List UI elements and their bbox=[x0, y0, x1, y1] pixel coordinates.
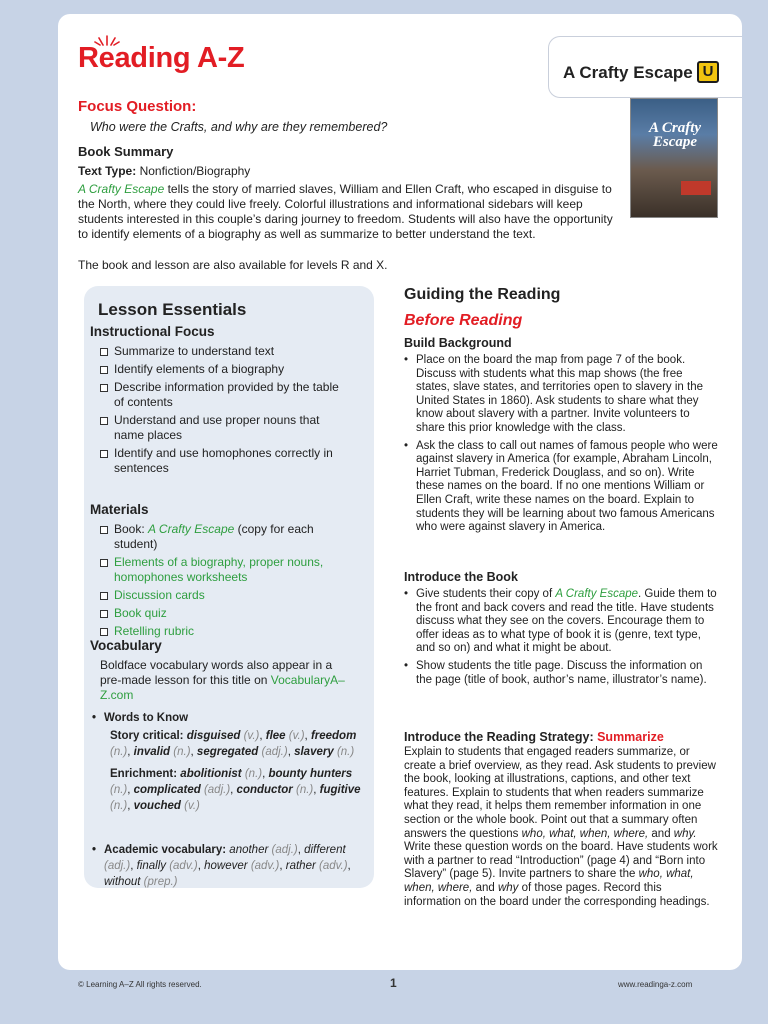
focus-question: Who were the Crafts, and why are they remembered? bbox=[90, 120, 388, 134]
vocabulary-heading: Vocabulary bbox=[90, 638, 162, 653]
vocabulary-intro: Boldface vocabulary words also appear in a pre-made lesson for this title on VocabularyA–Z.com bbox=[100, 658, 345, 702]
worksheets-link[interactable]: Elements of a biography, proper nouns, homophones worksheets bbox=[114, 555, 324, 584]
reading-strategy-text: Explain to students that engaged readers summarize, or create a brief overview, as they read. Ask students to preview the book, looking at illustrations, captions, and other text features. Explain to students that when readers summarize what they read, it helps them remember information in one section or the whole book. Point out that a summary often answers the questions who, what, when, where, and why. Write these question words on the board. Have students work with a partner to read “Introduction” (page 4) and “Born into Slavery” (page 5). Invite partners to share the who, what, when, where, and why of those pages. Record this information on the board under the corresponding headings. bbox=[404, 746, 718, 908]
page-number: 1 bbox=[390, 976, 397, 990]
list-item: • Show students the title page. Discuss the information on the page (title of book, author’s name, illustrator’s name). bbox=[404, 660, 718, 687]
build-background-heading: Build Background bbox=[404, 336, 512, 350]
lesson-essentials-heading: Lesson Essentials bbox=[98, 300, 247, 319]
lesson-essentials-panel bbox=[84, 286, 374, 888]
checkbox-icon bbox=[100, 384, 108, 392]
checkbox-icon bbox=[100, 628, 108, 636]
words-to-know: • Words to Know Story critical: disguised (v.), flee (v.), freedom (n.), invalid (n.), segregated (adj.), slavery (n.) Enrichment: abolitionist (n.), bounty hunters (n.), complicated (adj.), conductor (n.), fugitive (n.), vouched (v.) bbox=[92, 712, 361, 812]
summary-book-title: A Crafty Escape bbox=[78, 182, 165, 196]
book-title-box bbox=[548, 36, 742, 98]
text-type bbox=[78, 164, 250, 178]
checkbox-icon bbox=[100, 366, 108, 374]
list-item bbox=[100, 588, 350, 603]
reading-strategy-heading: Introduce the Reading Strategy: Summarize bbox=[404, 730, 664, 744]
academic-vocabulary: • Academic vocabulary: another (adj.), different (adj.), finally (adv.), however (adv.), rather (adv.), without (prep.) bbox=[92, 844, 351, 888]
book-cover-image bbox=[630, 98, 718, 218]
instructional-focus-list bbox=[100, 344, 350, 479]
introduce-book-heading: Introduce the Book bbox=[404, 570, 518, 584]
materials-list bbox=[100, 522, 350, 642]
website-link[interactable]: www.readinga-z.com bbox=[618, 980, 693, 989]
checkbox-icon bbox=[100, 348, 108, 356]
words-to-know-label: Words to Know bbox=[104, 712, 189, 724]
lesson-page bbox=[58, 14, 742, 970]
list-item: Summarize to understand text bbox=[100, 344, 350, 359]
strategy-name: Summarize bbox=[597, 730, 664, 744]
checkbox-icon bbox=[100, 610, 108, 618]
book-link[interactable]: A Crafty Escape bbox=[148, 522, 235, 536]
focus-question-heading: Focus Question: bbox=[78, 98, 197, 115]
build-background-list bbox=[404, 354, 718, 539]
vocabulary-az-link[interactable]: VocabularyA–Z.com bbox=[100, 673, 345, 702]
introduce-book-list bbox=[404, 588, 718, 691]
list-item: • Give students their copy of A Crafty Escape. Guide them to the front and back covers and read the title. Have students discuss what they see on the covers. Encourage them to offer ideas as to what type of book it is (genre, text type, and so on) and what it might be about. bbox=[404, 588, 718, 656]
story-critical: Story critical: disguised (v.), flee (v.), freedom (n.), invalid (n.), segregated (adj.), slavery (n.) bbox=[110, 730, 357, 758]
checkbox-icon bbox=[100, 559, 108, 567]
discussion-cards-link[interactable]: Discussion cards bbox=[114, 588, 205, 602]
book-title-link[interactable]: A Crafty Escape bbox=[555, 588, 639, 600]
summary-body: tells the story of married slaves, William and Ellen Craft, who escaped in disguise to the North, where they could live freely. Colorful illustrations and informational sidebars will keep students interested in this couple’s daring journey to freedom. Students will also have the opportunity to identify elements of a biography as well as summarize to better understand the text. bbox=[78, 182, 613, 241]
checkbox-icon bbox=[100, 450, 108, 458]
brand-logo[interactable]: Reading A-Z bbox=[78, 42, 245, 74]
level-badge: U bbox=[697, 61, 719, 83]
list-item: Describe information provided by the table of contents bbox=[100, 380, 350, 410]
cover-badge bbox=[681, 181, 711, 195]
retelling-rubric-link[interactable]: Retelling rubric bbox=[114, 624, 195, 638]
availability-note: The book and lesson are also available for levels R and X. bbox=[78, 258, 388, 272]
cover-title: A Crafty Escape bbox=[648, 120, 702, 150]
guiding-heading: Guiding the Reading bbox=[404, 286, 561, 303]
list-item bbox=[100, 606, 350, 621]
list-item: Understand and use proper nouns that name places bbox=[100, 413, 350, 443]
list-item: Identify and use homophones correctly in sentences bbox=[100, 446, 350, 476]
text-type-value: Nonfiction/Biography bbox=[139, 164, 251, 178]
instructional-focus-heading: Instructional Focus bbox=[90, 324, 215, 339]
list-item: • Ask the class to call out names of famous people who were against slavery in America (for example, Abraham Lincoln, Harriet Tubman, Frederick Douglass, and so on). Write these names on the board. If no one mentions William or Ellen Craft, write these names on the board. Explain to students they will be learning about two famous Americans who were against slavery in America. bbox=[404, 440, 718, 535]
enrichment: Enrichment: abolitionist (n.), bounty hunters (n.), complicated (adj.), conductor (n.), fugitive (n.), vouched (v.) bbox=[110, 768, 361, 812]
list-item: Book: A Crafty Escape (copy for each student) bbox=[100, 522, 350, 552]
book-summary-heading: Book Summary bbox=[78, 144, 174, 159]
book-title: A Crafty Escape bbox=[563, 63, 693, 82]
list-item: Identify elements of a biography bbox=[100, 362, 350, 377]
book-quiz-link[interactable]: Book quiz bbox=[114, 606, 167, 620]
list-item bbox=[100, 555, 350, 585]
book-summary-text bbox=[78, 182, 618, 242]
text-type-label: Text Type: bbox=[78, 164, 137, 178]
checkbox-icon bbox=[100, 417, 108, 425]
list-item bbox=[100, 624, 350, 639]
copyright-text: © Learning A–Z All rights reserved. bbox=[78, 980, 202, 989]
materials-heading: Materials bbox=[90, 502, 149, 517]
checkbox-icon bbox=[100, 526, 108, 534]
checkbox-icon bbox=[100, 592, 108, 600]
list-item: • Place on the board the map from page 7 of the book. Discuss with students what this map shows (the free states, slave states, and territories open to slavery in the United States in 1860). Ask students to share what they know about slavery with a partner. Invite volunteers to share this prior knowledge with the class. bbox=[404, 354, 718, 436]
before-reading-heading: Before Reading bbox=[404, 312, 523, 329]
